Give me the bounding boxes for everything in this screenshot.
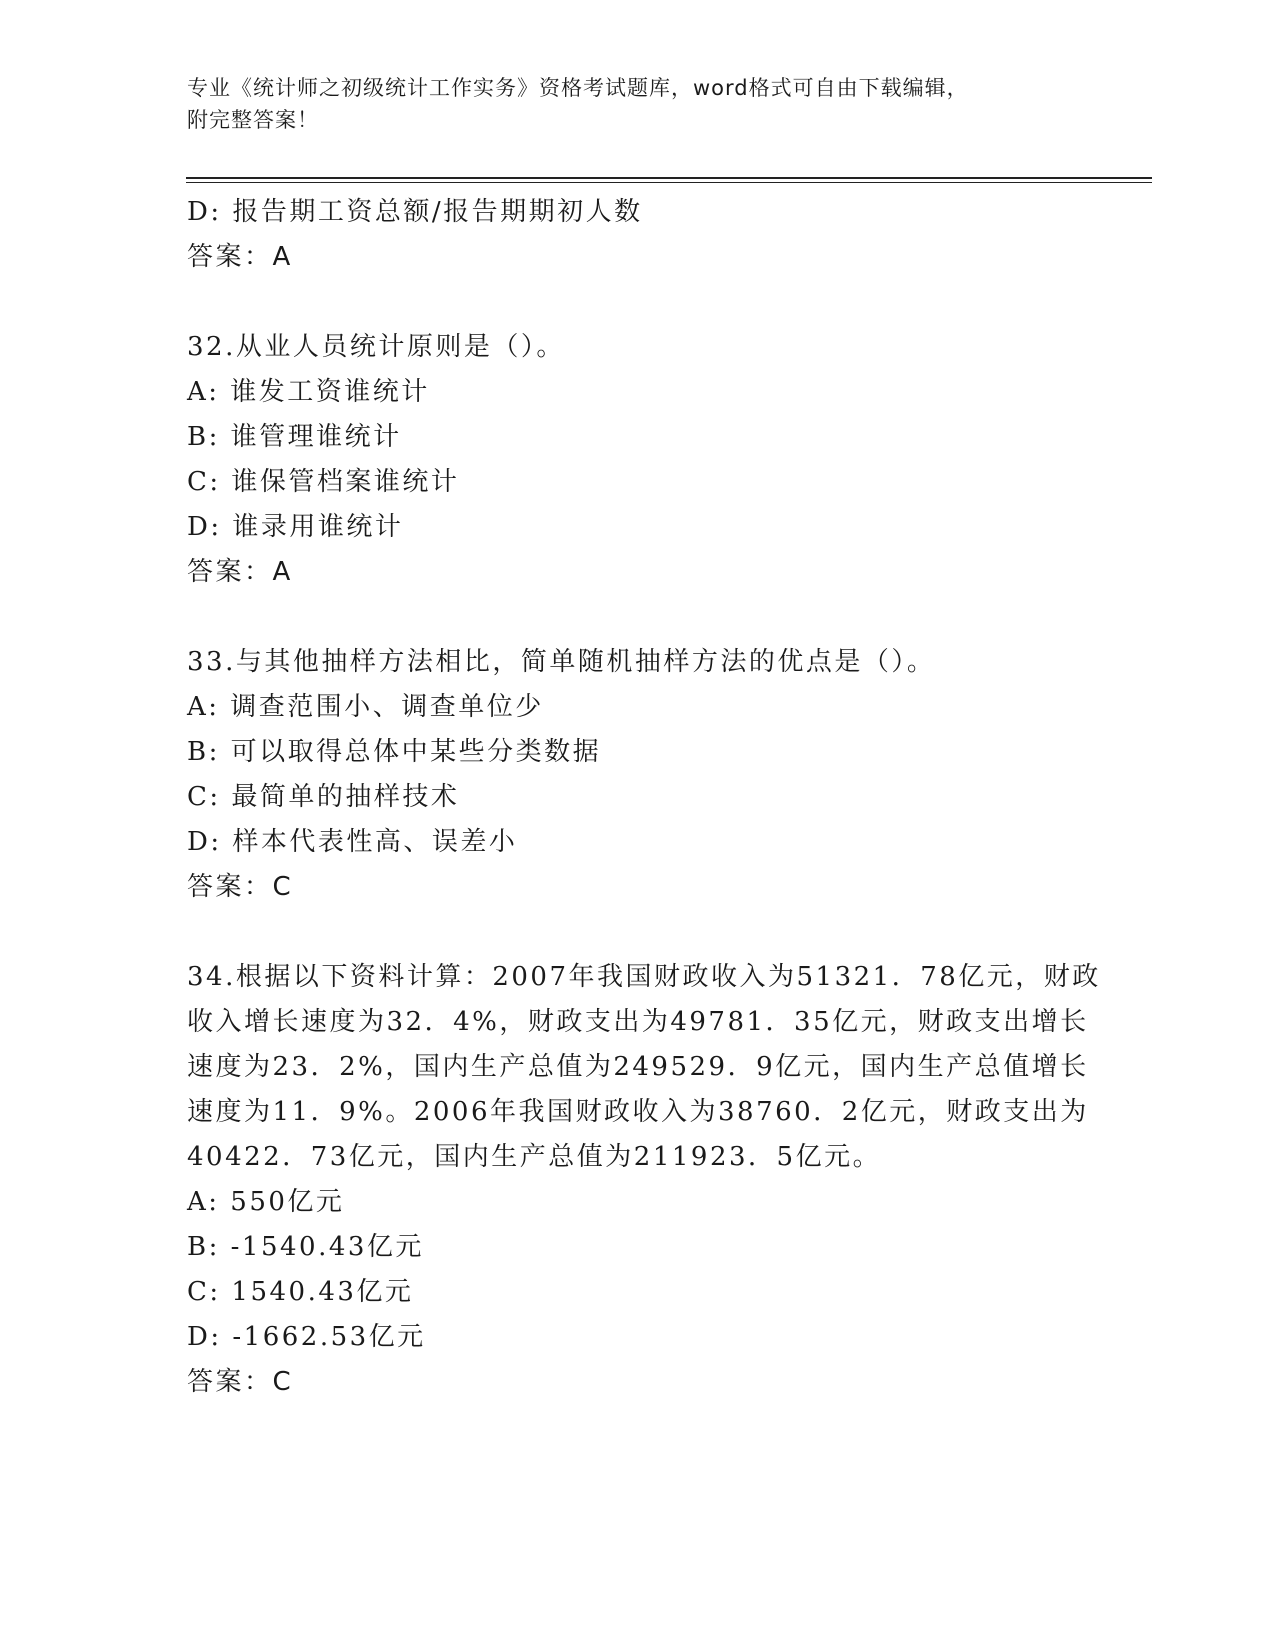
q33-option-a: A: 调查范围小、调查单位少 [187, 692, 544, 722]
header-line-2: 附完整答案！ [187, 108, 319, 132]
header-line-1: 专业《统计师之初级统计工作实务》资格考试题库，word格式可自由下载编辑， [187, 76, 969, 100]
q32-option-d: D: 谁录用谁统计 [187, 512, 404, 542]
q33-answer: 答案：C [187, 872, 294, 902]
q34-stem-line: 速度为11．9%。2006年我国财政收入为38760．2亿元，财政支出为 [187, 1097, 1089, 1127]
question-34 [187, 955, 1101, 1405]
document-header [187, 72, 1087, 136]
q33-option-c: C: 最简单的抽样技术 [187, 782, 460, 812]
q34-answer: 答案：C [187, 1367, 294, 1397]
q34-option-d: D: -1662.53亿元 [187, 1322, 426, 1352]
q34-option-c: C: 1540.43亿元 [187, 1277, 414, 1307]
q31-answer: 答案：A [187, 242, 293, 272]
q34-stem-line: 收入增长速度为32．4%，财政支出为49781．35亿元，财政支出增长 [187, 1007, 1089, 1037]
q34-stem-line: 34.根据以下资料计算：2007年我国财政收入为51321．78亿元，财政 [187, 962, 1101, 992]
spacer [187, 910, 1087, 955]
question-33 [187, 640, 1087, 910]
question-list [187, 190, 1101, 1405]
q34-option-a: A: 550亿元 [187, 1187, 345, 1217]
q32-option-a: A: 谁发工资谁统计 [187, 377, 430, 407]
q32-answer: 答案：A [187, 557, 293, 587]
header-divider-thick [186, 177, 1152, 179]
q34-stem-line: 40422．73亿元，国内生产总值为211923．5亿元。 [187, 1142, 882, 1172]
q32-option-b: B: 谁管理谁统计 [187, 422, 402, 452]
spacer [187, 280, 1087, 325]
q34-stem-line: 速度为23．2%，国内生产总值为249529．9亿元，国内生产总值增长 [187, 1052, 1089, 1082]
spacer [187, 595, 1087, 640]
question-31 [187, 190, 1087, 280]
q33-stem: 33.与其他抽样方法相比，简单随机抽样方法的优点是（）。 [187, 647, 936, 677]
q32-option-c: C: 谁保管档案谁统计 [187, 467, 460, 497]
q34-option-b: B: -1540.43亿元 [187, 1232, 424, 1262]
question-32 [187, 325, 1087, 595]
q33-option-d: D: 样本代表性高、误差小 [187, 827, 518, 857]
q32-stem: 32.从业人员统计原则是（）。 [187, 332, 565, 362]
header-divider-thin [186, 182, 1152, 183]
q33-option-b: B: 可以取得总体中某些分类数据 [187, 737, 602, 767]
q31-option-d: D: 报告期工资总额/报告期期初人数 [187, 197, 643, 227]
